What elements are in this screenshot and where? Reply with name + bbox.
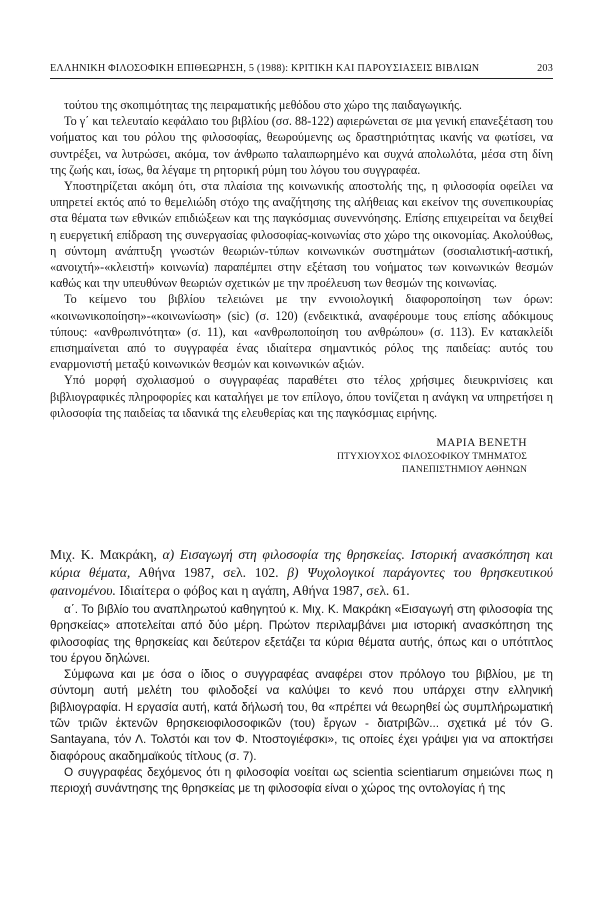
- book-author: Μιχ. Κ. Μακράκη,: [50, 547, 157, 562]
- book-b-publication: Ιδιαίτερα ο φόβος και η αγάπη, Αθήνα 1987, σελ. 61.: [119, 583, 410, 598]
- running-head: [50, 63, 553, 74]
- reviewer-signature: [50, 437, 553, 476]
- reviewer-affiliation-1: ΠΤΥΧΙΟΥΧΟΣ ΦΙΛΟΣΟΦΙΚΟΥ ΤΜΗΜΑΤΟΣ: [336, 451, 527, 463]
- reviewer-affiliation-2: ΠΑΝΕΠΙΣΤΗΜΙΟΥ ΑΘΗΝΩΝ: [401, 464, 527, 476]
- paragraph: Ο συγγραφέας δεχόμενος ότι η φιλοσοφία νοείται ως scientia scientiarum σημειώνει πως η περιοχή συνάντησης της θρησκείας με τη φιλοσοφία είναι ο χώρος της οντολογίας ή της: [50, 764, 553, 796]
- review-body-1: [50, 97, 553, 476]
- book-a-title: Εισαγωγή στη φιλοσοφία της θρησκείας. Ιστορική ανασκόπηση και κύρια θέματα,: [50, 547, 553, 580]
- paragraph: Υπό μορφή σχολιασμού ο συγγραφέας παραθέτει στο τέλος χρήσιμες διευκρινίσεις και βιβλιογραφικές πληροφορίες και καταλήγει με τον επίλογο, όπου τονίζεται η ανάγκη να υπηρετήσει η φιλοσοφία της παιδείας τα ιδανικά της ελευθερίας και της παγκόσμιας ειρήνης.: [50, 373, 553, 420]
- review-body-2: [50, 601, 553, 797]
- book-a-label: α): [162, 547, 175, 562]
- paragraph: α΄. Το βιβλίο του αναπληρωτού καθηγητού κ. Μιχ. Κ. Μακράκη «Εισαγωγή στη φιλοσοφία της θρησκείας» αποτελείται από δύο μέρη. Πρώτον περιλαμβάνει μια ιστορική ανασκόπηση της φιλοσοφίας της θρησκείας και δεύτερον εξετάζει τα κύρια θέματα αυτής, όπως και ο υπότιτλος του έργου δηλώνει.: [50, 602, 553, 665]
- book-reference: [50, 546, 553, 600]
- book-b-label: β): [287, 565, 299, 580]
- book-a-publication: Αθήνα 1987, σελ. 102.: [138, 565, 279, 580]
- paragraph: Το κείμενο του βιβλίου τελειώνει με την εννοιολογική διαφοροποίηση των όρων: «κοινωνικοποίηση»-«κοινωνίωση» (sic) (σ. 120) (ενδεικτικά, αναφέρουμε τους επίσης αδόκιμους τύπους: «ανθρωπινότητα» (σ. 11), και «ανθρωποποίηση του ανθρώπου» (σ. 113). Εν κατακλείδι επισημαίνεται από το συγγραφέα ένας ιδιαίτερα σημαντικός ρόλος της παιδείας: αυτός του εναρμονιστή μεταξύ κοινωνικών θεσμών και κοινωνικών αξιών.: [50, 292, 553, 372]
- header-rule: [50, 78, 553, 79]
- running-head-text: ΕΛΛΗΝΙΚΗ ΦΙΛΟΣΟΦΙΚΗ ΕΠΙΘΕΩΡΗΣΗ, 5 (1988): ΚΡΙΤΙΚΗ ΚΑΙ ΠΑΡΟΥΣΙΑΣΕΙΣ ΒΙΒΛΙΩΝ: [50, 63, 480, 74]
- paragraph: Το γ΄ και τελευταίο κεφάλαιο του βιβλίου (σσ. 88-122) αφιερώνεται σε μια γενική επανεξέταση του νοήματος και του ρόλου της φιλοσοφίας, θεωρούμενης ως δραστηριότητας ικανής να φωτίσει, να συντρέξει, να λυτρώσει, ακόμα, τον άνθρωπο ταλαιπωρημένο και συχνά απολωλότα, μέσα στη δίνη της ζωής και, ίσως, θα λέγαμε τη ρητορική ρύμη του λόγου του συγγραφέα.: [50, 114, 553, 177]
- paragraph: τούτου της σκοπιμότητας της πειραματικής μεθόδου στο χώρο της παιδαγωγικής.: [64, 98, 462, 112]
- page-number: 203: [537, 63, 553, 74]
- paragraph: Σύμφωνα και με όσα ο ίδιος ο συγγραφέας αναφέρει στον πρόλογο του βιβλίου, με τη σύντομη αυτή μελέτη του φιλοδοξεί να καλύψει το κενό που υπάρχει στην ελληνική βιβλιογραφία. Η εργασία αυτή, κατά δήλωσή του, θα «πρέπει νά θεωρηθεί ὡς συμπλήρωματική τῶν τριῶν ἐκτενῶν θρησκειοφιλοσοφικῶν (του) ἔργων - διατριβῶν... σχετικά μέ τόν G. Santayana, τόν Λ. Τολστόι και τον Φ. Ντοστογιέφσκι», τις οποίες έχει γράψει για να αποκτήσει διαφόρους ακαδημαϊκούς τίτλους (σ. 7).: [50, 667, 553, 763]
- paragraph: Υποστηρίζεται ακόμη ότι, στα πλαίσια της κοινωνικής αποστολής της, η φιλοσοφία οφείλει να υπηρετεί εκτός από το θεμελιώδη στόχο της αναζήτησης της αλήθειας και εκείνον της συνεπικουρίας στα θέματα των εθνικών επιδιώξεων και της παγκόσμιας συνεννόησης. Επίσης επιχειρείται να δειχθεί η ευεργετική επίδραση της συνεργασίας φιλοσοφίας-κοινωνίας στο χώρο της οικονομίας. Ακολούθως, η σύντομη ανάπτυξη γνωστών θεωριών-τύπων κοινωνικών συστημάτων (σοσιαλιστική-αστική, «ανοιχτή»-«κλειστή» κοινωνία) παραπέμπει στην εξέταση του νοήματος των κοινωνικών θεσμών καθώς και την υπευθύνων θεωριών σχετικών με την προέλευση των θεσμών της κοινωνίας.: [50, 179, 553, 291]
- book-b-title: Ψυχολογικοί παράγοντες του θρησκευτικού φαινομένου.: [50, 565, 553, 598]
- reviewer-name: ΜΑΡΙΑ ΒΕΝΕΤΗ: [436, 437, 527, 450]
